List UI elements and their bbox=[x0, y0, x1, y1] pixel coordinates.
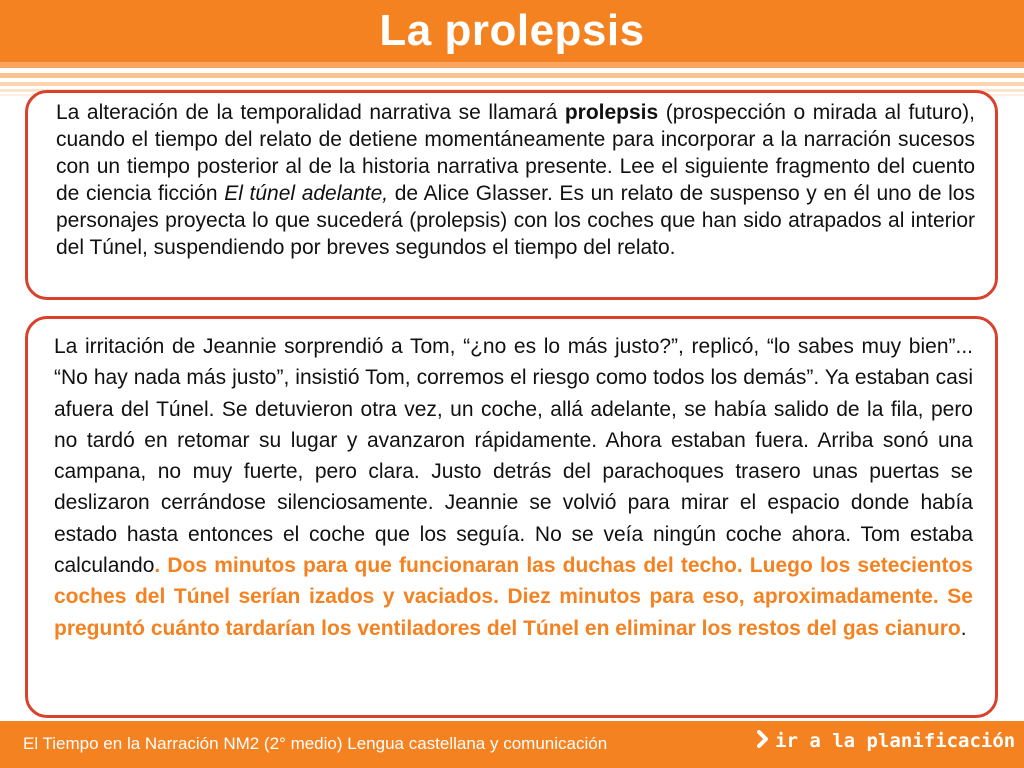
slide-title: La prolepsis bbox=[379, 6, 645, 55]
intro-term: prolepsis bbox=[564, 101, 659, 124]
title-bar bbox=[0, 0, 1024, 62]
excerpt-end: . bbox=[960, 616, 967, 640]
intro-paragraph bbox=[56, 99, 975, 261]
footer-course-text: El Tiempo en la Narración NM2 (2° medio) Lengua castellana y comunicación bbox=[23, 734, 608, 753]
intro-text-2: (prospección o mirada al futuro), cuando el tiempo del relato de detiene momentáneamente para incorporar a la narración sucesos con un tiempo posterior al de la historia narrativa presente. Lee el siguiente fragmento del cuento de ciencia ficción bbox=[56, 101, 975, 205]
excerpt-paragraph bbox=[54, 331, 973, 644]
intro-text-3: de Alice Glasser. Es un relato de suspenso y en él uno de los personajes proyecta lo que sucederá (prolepsis) con los coches que han sido atrapados al interior del Túnel, suspendiendo por breves segundos el tiempo del relato. bbox=[56, 182, 975, 259]
chevron-right-icon bbox=[757, 730, 769, 753]
planning-link-label: ir a la planificación bbox=[775, 730, 1016, 752]
footer-bar bbox=[0, 721, 1024, 768]
intro-text-1: La alteración de la temporalidad narrativa se llamará bbox=[56, 101, 565, 124]
intro-work-title: El túnel adelante, bbox=[224, 182, 389, 205]
excerpt-box bbox=[25, 316, 998, 718]
excerpt-text: La irritación de Jeannie sorprendió a Tom, “¿no es lo más justo?”, replicó, “lo sabes muy bien”... “No hay nada más justo”, insistió Tom, corremos el riesgo como todos los demás”. Ya estaban casi afuera del Túnel. Se detuvieron otra vez, un coche, allá adelante, se había salido de la fila, pero no tardó en retomar su lugar y avanzaron rápidamente. Ahora estaban fuera. Arriba sonó una campana, no muy fuerte, pero clara. Justo detrás del parachoques trasero unas puertas se deslizaron cerrándose silenciosamente. Jeannie se volvió para mirar el espacio donde había estado hasta entonces el coche que los seguía. No se veía ningún coche ahora. Tom estaba calculando bbox=[54, 335, 973, 578]
excerpt-highlight: . Dos minutos para que funcionaran las duchas del techo. Luego los setecientos coches del Túnel serían izados y vaciados. Diez minutos para eso, aproximadamente. Se preguntó cuánto tardarían los ventiladores del Túnel en eliminar los restos del gas cianuro bbox=[54, 554, 973, 640]
planning-link[interactable] bbox=[757, 730, 1015, 753]
intro-box bbox=[25, 90, 998, 300]
